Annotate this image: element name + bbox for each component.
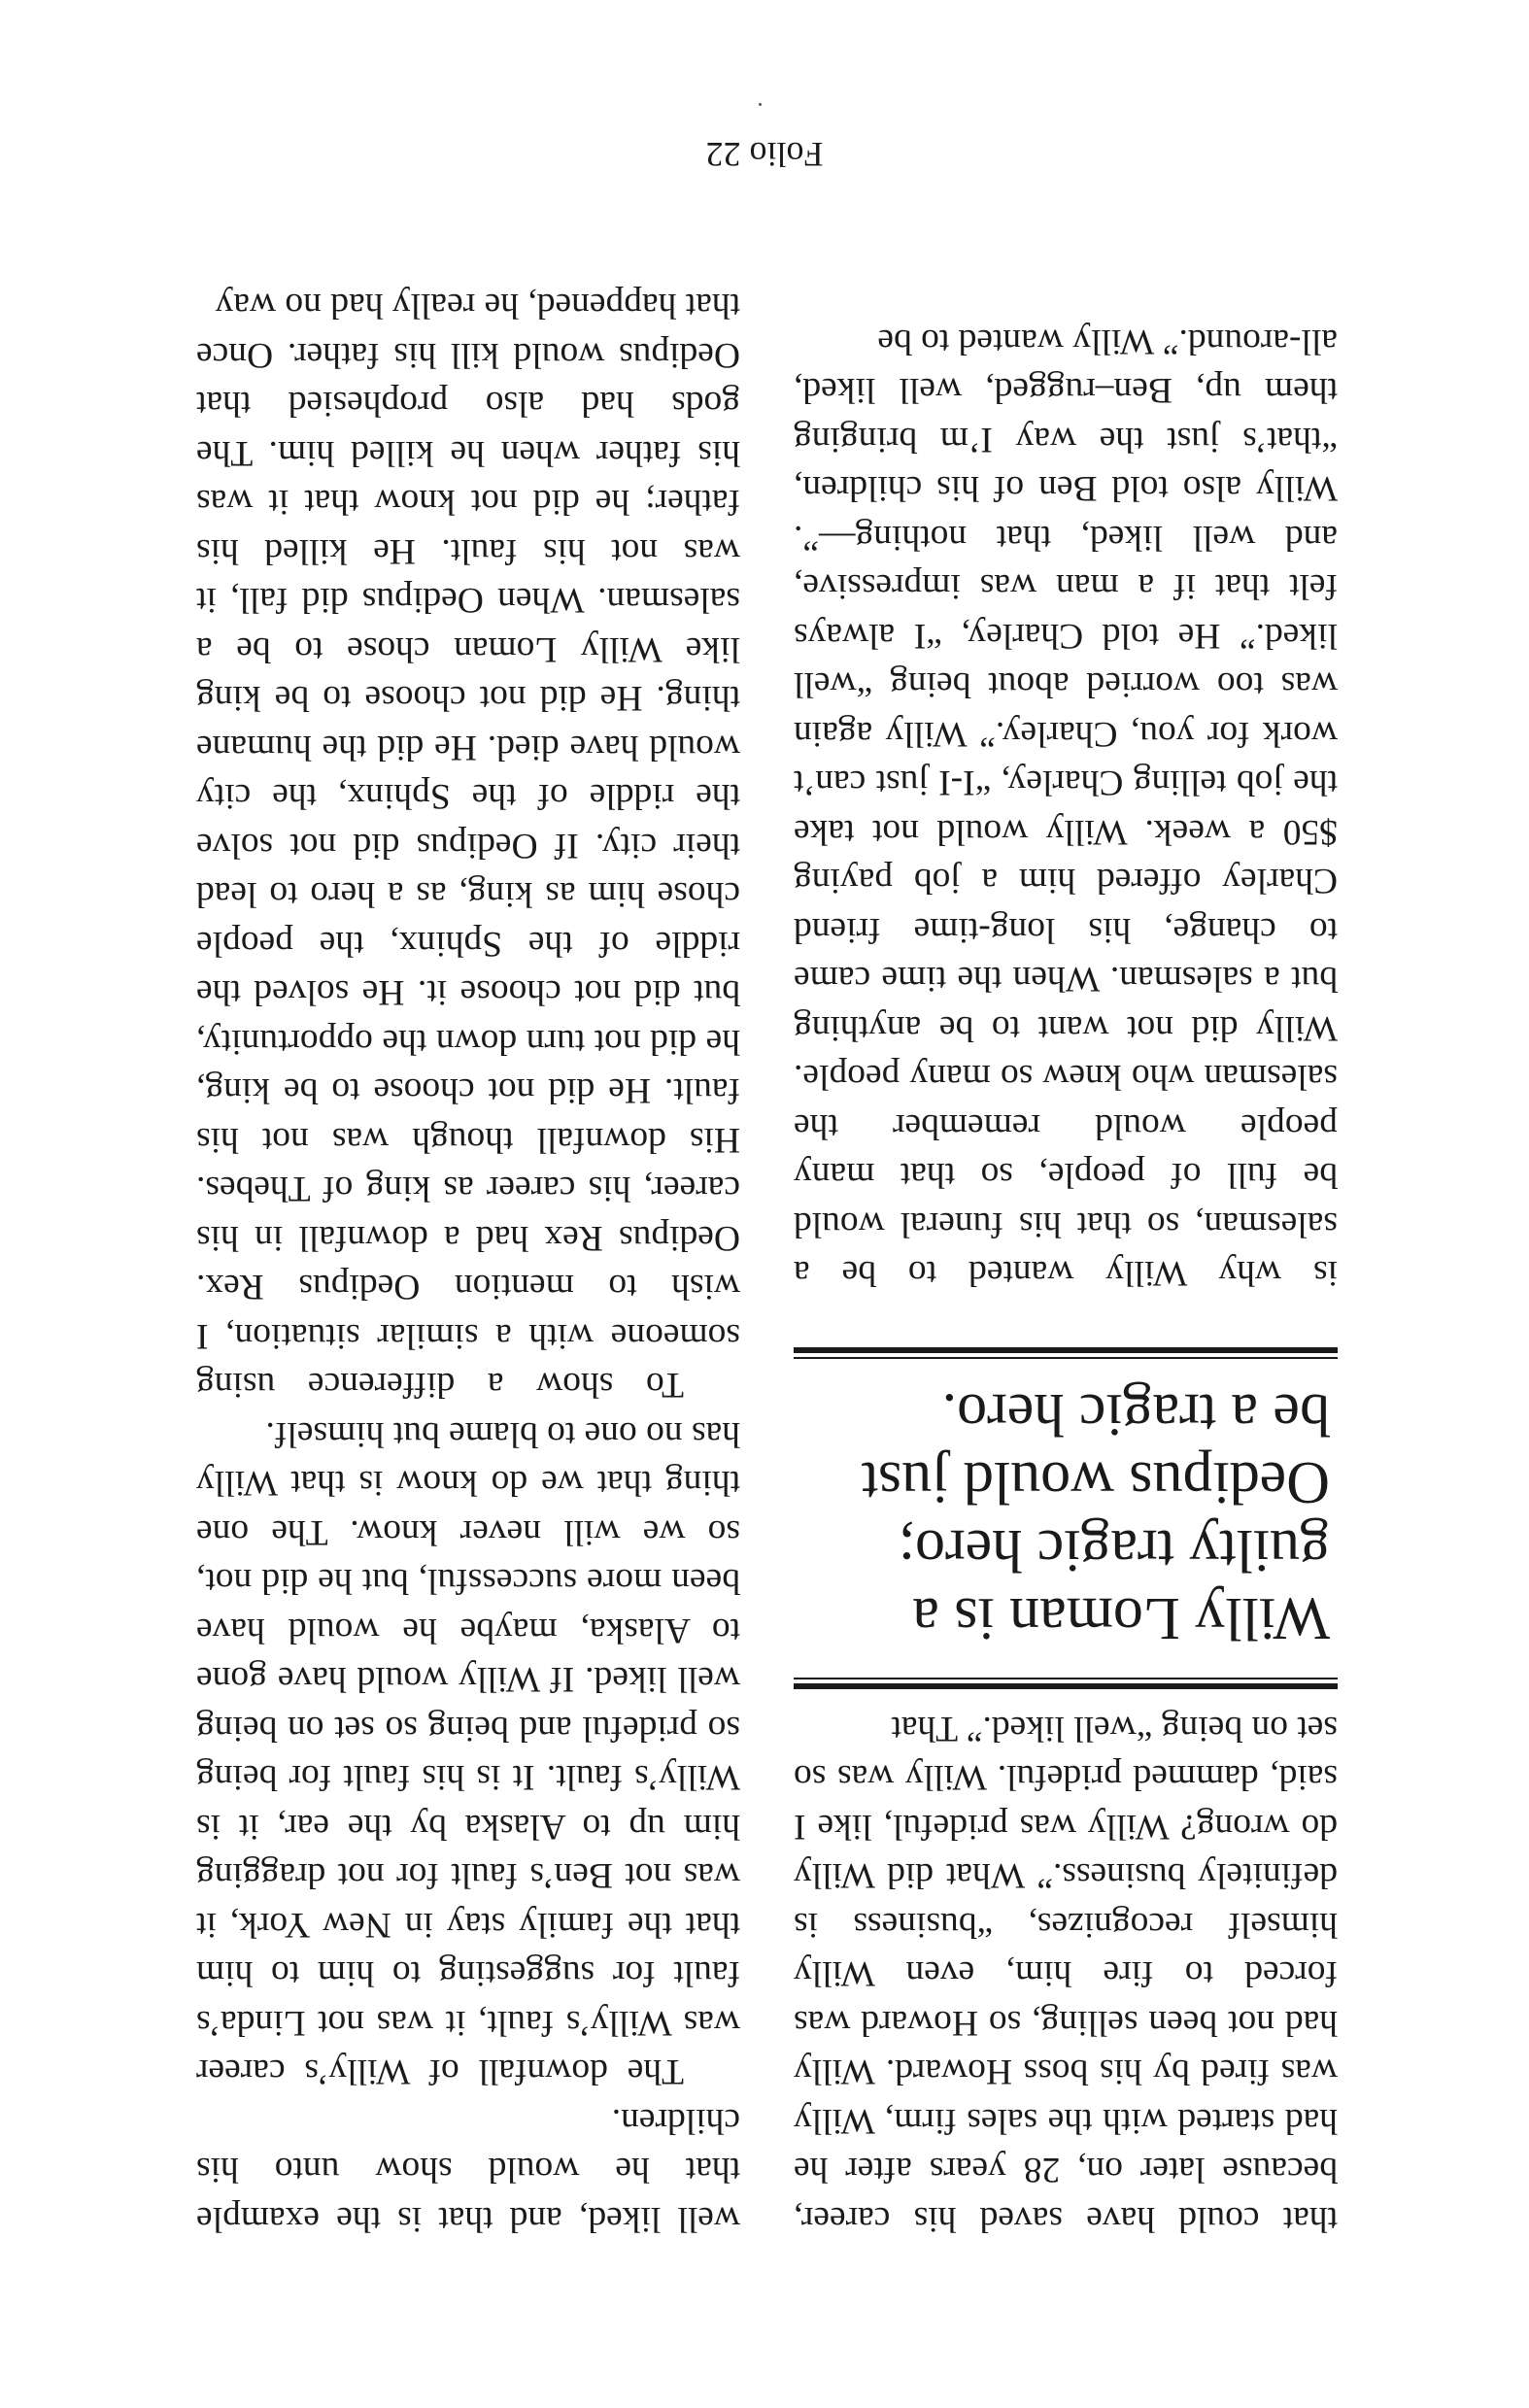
paragraph: The downfall of Willy’s career was Willy’s fault, it was not Linda’s fault for suggesting to him to him that the family stay in New York, it was not Ben’s fault for not dragging him up to Alaska by the ear, it is Willy’s fault. It is his fault for being so prideful and being so set on being well liked. If Willy would have gone to Alaska, maybe he would have been more successful, but he did not, so we will never know. The one thing that we do know is that Willy has no one to blame but himself. [196,1414,740,2092]
pull-quote-bottom-rule [794,1348,1338,1354]
paragraph: that could have saved his career, because later on, 28 years after he had started with the sales firm, Willy was fired by his boss Howard. Willy had not been selling, so Howard was forced to fire him, even Willy himself recognizes, “business is definitely business.” What did Willy do wrong? Willy was prideful, like I said, dammed prideful. Willy was so set on being “well liked.” That [794,1709,1338,2239]
pull-quote-text: Willy Loman is a guilty tragic hero; Oedipus would just be a tragic hero. [861,1381,1330,1652]
pull-quote-top-rule [794,1684,1338,1690]
paragraph: To show a difference using someone with a similar situation, I wish to mention Oedipus Rex. Oedipus Rex had a downfall in his career, his career as king of Thebes. His downfall though was not his fault. He did not choose to be king, he did not turn down the opportunity, but did not choose it. He solved the riddle of the Sphinx, the people chose him as king, as a hero to lead their city. If Oedipus did not solve the riddle of the Sphinx, the city would have died. He did the humane thing. He did not choose to be king like Willy Loman chose to be a salesman. When Oedipus did fall, it was not his fault. He killed his father; he did not know that it was his father when he killed him. The gods had also prophesied that Oedipus would kill his father. Once that happened, he really had no way [196,286,740,1406]
pull-quote [794,1348,1338,1690]
speck-mark [759,103,762,106]
left-column [794,317,1338,2244]
folio-page-number: Folio 22 [705,135,824,174]
right-column [196,281,740,2243]
pull-quote-top-thin-rule [794,1679,1338,1680]
paragraph: well liked, and that is the example that he would show unto his children. [196,2101,740,2239]
pull-quote-bottom-thin-rule [794,1358,1338,1360]
paragraph: is why Willy wanted to be a salesman, so that his funeral would be full of people, so that many people would remember the salesman who knew so many people. Willy did not want to be anything but a salesman. When the time came to change, his long-time friend Charley offered him a job paying $50 a week. Willy would not take the job telling Charley, “I-I just can’t work for you, Charley.” Willy again was too worried about being “well liked.” He told Charley, “I always felt that if a man was impressive, and well liked, that nothing—”. Willy also told Ben of his children, “that’s just the way I’m bringing them up, Ben–rugged, well liked, all-around.” Willy wanted to be [794,322,1338,1294]
